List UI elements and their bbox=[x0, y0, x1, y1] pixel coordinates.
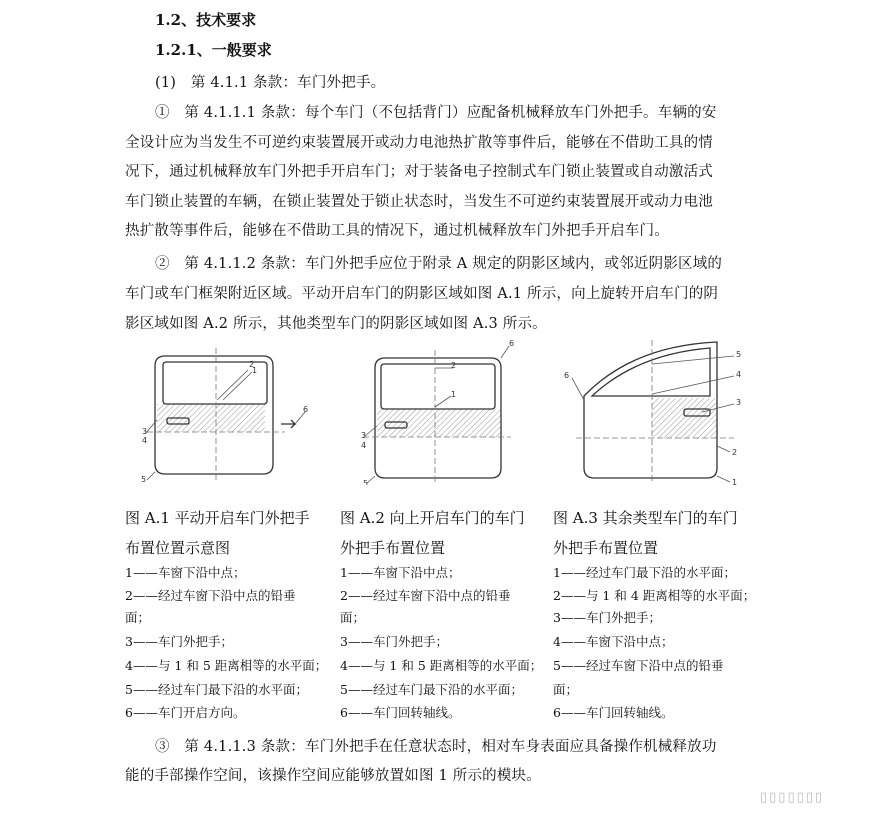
clause-4-1-1-2-line: 车门或车门框架附近区域。平动开启车门的阴影区域如图 A.1 所示，向上旋转开启车门的阴 bbox=[125, 286, 719, 302]
figure-a1-diagram bbox=[135, 342, 335, 487]
label-2: 2 bbox=[451, 361, 457, 370]
label-5: 5 bbox=[363, 479, 369, 485]
clause-4-1-1-1-line: 车门锁止装置的车辆，在锁止装置处于锁止状态时，当发生不可逆约束装置展开或动力电池 bbox=[125, 194, 713, 210]
figure-a3-diagram bbox=[562, 336, 762, 486]
label-4: 4 bbox=[361, 441, 367, 450]
clause-4-1-1-2-line: ② 第 4.1.1.2 条款：车门外把手应位于附录 A 规定的阴影区域内，或邻近阴影区域的 bbox=[155, 256, 723, 272]
figure-a2-legend-item: 2——经过车窗下沿中点的铅垂 bbox=[340, 588, 511, 603]
clause-4-1-1-3-line: ③ 第 4.1.1.3 条款：车门外把手在任意状态时，相对车身表面应具备操作机械释放功 bbox=[155, 739, 717, 755]
hatched-zone bbox=[377, 409, 501, 437]
figure-a3-legend-item: 4——车窗下沿中点； bbox=[553, 634, 674, 649]
heading-1-2-1: 1.2.1、一般要求 bbox=[155, 41, 272, 59]
label-5: 5 bbox=[736, 350, 742, 359]
label-1: 1 bbox=[732, 478, 738, 486]
label-1: 1 bbox=[451, 390, 457, 399]
figure-a3-legend-item: 面； bbox=[553, 682, 579, 697]
figure-a2-legend-item: 1——车窗下沿中点； bbox=[340, 565, 461, 580]
figure-a2-caption: 外把手布置位置 bbox=[340, 539, 446, 557]
label-3: 3 bbox=[361, 431, 367, 440]
clause-4-1-1-3-line: 能的手部操作空间，该操作空间应能够放置如图 1 所示的模块。 bbox=[125, 768, 541, 784]
figure-a1-legend-item: 6——车门开启方向。 bbox=[125, 705, 246, 720]
figure-a2-diagram bbox=[355, 340, 555, 485]
clause-4-1-1-2-line: 影区域如图 A.2 所示，其他类型车门的阴影区域如图 A.3 所示。 bbox=[125, 316, 547, 332]
hatched-zone bbox=[652, 398, 717, 438]
label-6: 6 bbox=[564, 371, 570, 380]
clause-4-1-1: (1) 第 4.1.1 条款：车门外把手。 bbox=[155, 75, 386, 91]
figure-a1-legend-item: 2——经过车窗下沿中点的铅垂 bbox=[125, 588, 296, 603]
watermark: ▯▯▯▯▯▯▯ bbox=[760, 790, 825, 805]
figure-a3-caption: 外把手布置位置 bbox=[553, 539, 659, 557]
label-3: 3 bbox=[142, 427, 148, 436]
label-4: 4 bbox=[142, 436, 148, 445]
figure-a3-caption: 图 A.3 其余类型车门的车门 bbox=[553, 509, 738, 527]
label-5: 5 bbox=[141, 475, 147, 484]
figure-a2-legend-item: 5——经过车门最下沿的水平面； bbox=[340, 682, 523, 697]
figure-a2-legend-item: 3——车门外把手； bbox=[340, 634, 448, 649]
figure-a3-legend-item: 5——经过车窗下沿中点的铅垂 bbox=[553, 658, 724, 673]
clause-4-1-1-1-line: 况下，通过机械释放车门外把手开启车门；对于装备电子控制式车门锁止装置或自动激活式 bbox=[125, 164, 713, 180]
clause-4-1-1-1-line: ① 第 4.1.1.1 条款：每个车门（不包括背门）应配备机械释放车门外把手。车辆的安 bbox=[155, 105, 717, 121]
label-6: 6 bbox=[303, 405, 309, 414]
figure-a1-legend-item: 4——与 1 和 5 距离相等的水平面； bbox=[125, 658, 328, 673]
clause-4-1-1-1-line: 热扩散等事件后，能够在不借助工具的情况下，通过机械释放车门外把手开启车门。 bbox=[125, 223, 669, 239]
figure-a1-legend-item: 面； bbox=[125, 610, 151, 625]
label-6: 6 bbox=[509, 340, 515, 348]
heading-1-2: 1.2、技术要求 bbox=[155, 11, 257, 29]
figure-a3-legend-item: 3——车门外把手； bbox=[553, 610, 661, 625]
figure-a1-legend-item: 1——车窗下沿中点； bbox=[125, 565, 246, 580]
figure-a2-caption: 图 A.2 向上开启车门的车门 bbox=[340, 509, 525, 527]
label-2: 2 bbox=[732, 448, 738, 457]
figure-a3-legend-item: 6——车门回转轴线。 bbox=[553, 705, 674, 720]
label-4: 4 bbox=[736, 370, 742, 379]
figure-a1-caption: 图 A.1 平动开启车门外把手 bbox=[125, 509, 310, 527]
figure-a2-legend-item: 4——与 1 和 5 距离相等的水平面； bbox=[340, 658, 543, 673]
figure-a1-legend-item: 5——经过车门最下沿的水平面； bbox=[125, 682, 308, 697]
figure-a2-legend-item: 面； bbox=[340, 610, 366, 625]
label-1: 1 bbox=[252, 366, 258, 375]
figure-a3-legend-item: 1——经过车门最下沿的水平面； bbox=[553, 565, 736, 580]
label-2: 2 bbox=[249, 360, 255, 369]
figure-a1-caption: 布置位置示意图 bbox=[125, 539, 231, 557]
figure-a1-legend-item: 3——车门外把手； bbox=[125, 634, 233, 649]
clause-4-1-1-1-line: 全设计应为当发生不可逆约束装置展开或动力电池热扩散等事件后，能够在不借助工具的情 bbox=[125, 135, 713, 151]
figure-a3-legend-item: 2——与 1 和 4 距离相等的水平面； bbox=[553, 588, 756, 603]
figure-a2-legend-item: 6——车门回转轴线。 bbox=[340, 705, 461, 720]
label-3: 3 bbox=[736, 398, 742, 407]
